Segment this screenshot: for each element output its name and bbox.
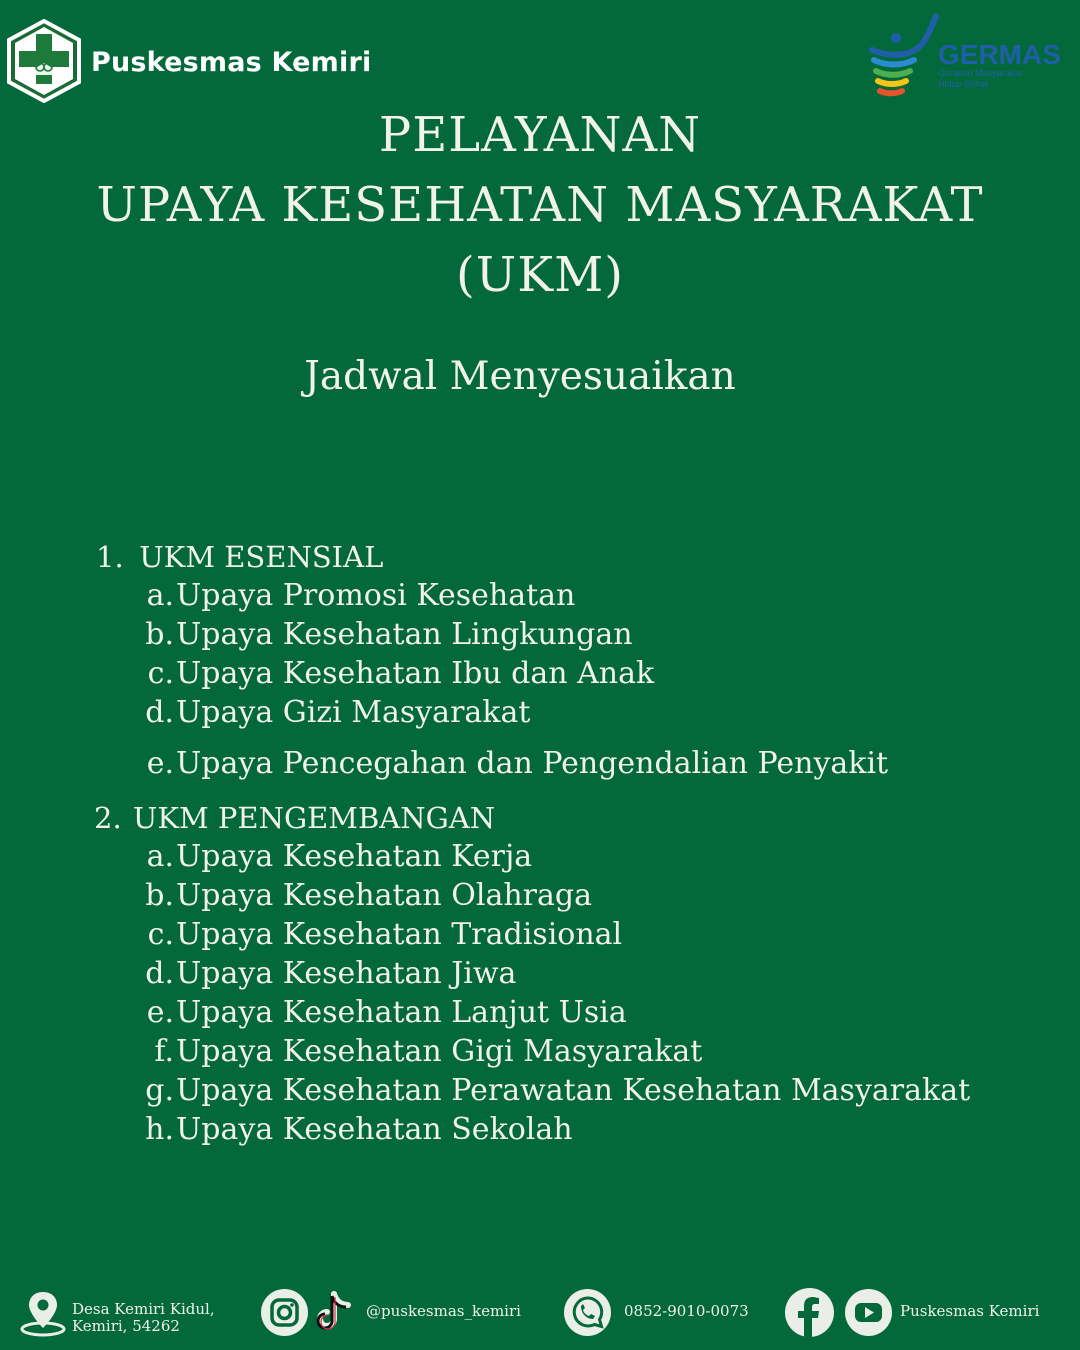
title-line-3: (UKM) bbox=[456, 247, 624, 303]
item-text: Upaya Pencegahan dan Pengendalian Penyakit bbox=[176, 746, 889, 781]
list-item bbox=[144, 578, 575, 613]
item-text: Upaya Kesehatan Kerja bbox=[176, 839, 533, 874]
item-marker: a. bbox=[146, 839, 174, 874]
item-text: Upaya Kesehatan Gigi Masyarakat bbox=[176, 1034, 703, 1069]
list-item bbox=[144, 878, 592, 913]
section-heading-esensial bbox=[96, 540, 383, 574]
item-text: Upaya Kesehatan Ibu dan Anak bbox=[176, 656, 655, 691]
section-title: UKM PENGEMBANGAN bbox=[132, 801, 496, 835]
item-marker: e. bbox=[146, 746, 174, 781]
item-text: Upaya Kesehatan Perawatan Kesehatan Masyarakat bbox=[176, 1073, 971, 1108]
item-text: Upaya Kesehatan Lanjut Usia bbox=[176, 995, 627, 1030]
item-marker: c. bbox=[147, 656, 174, 691]
item-text: Upaya Gizi Masyarakat bbox=[176, 695, 531, 730]
list-item bbox=[144, 617, 633, 652]
item-marker: h. bbox=[145, 1112, 174, 1147]
section-heading-pengembangan bbox=[94, 801, 495, 835]
schedule-subtitle: Jadwal Menyesuaikan bbox=[304, 354, 736, 399]
address-line-2: Kemiri, 54262 bbox=[72, 1317, 180, 1335]
social-handle: @puskesmas_kemiri bbox=[366, 1302, 521, 1320]
item-text: Upaya Kesehatan Olahraga bbox=[176, 878, 592, 913]
item-text: Upaya Kesehatan Tradisional bbox=[176, 917, 623, 952]
title-line-1: PELAYANAN bbox=[378, 107, 702, 163]
list-item bbox=[144, 839, 532, 874]
item-text: Upaya Kesehatan Sekolah bbox=[176, 1112, 573, 1147]
location-pin-icon bbox=[18, 1288, 68, 1338]
item-marker: a. bbox=[146, 578, 174, 613]
phone-number: 0852-9010-0073 bbox=[624, 1302, 749, 1320]
section-title: UKM ESENSIAL bbox=[139, 540, 384, 574]
item-marker: g. bbox=[145, 1073, 174, 1108]
list-item bbox=[144, 695, 530, 730]
facebook-icon[interactable] bbox=[785, 1288, 834, 1337]
item-text: Upaya Promosi Kesehatan bbox=[176, 578, 576, 613]
list-item bbox=[144, 746, 888, 781]
item-marker: b. bbox=[145, 878, 174, 913]
list-item bbox=[144, 917, 622, 952]
item-marker: e. bbox=[146, 995, 174, 1030]
item-marker: f. bbox=[154, 1034, 174, 1069]
list-item bbox=[144, 1034, 702, 1069]
section-number: 1. bbox=[96, 540, 124, 574]
item-marker: c. bbox=[147, 917, 174, 952]
germas-tagline-1: Gerakan Masyarakat bbox=[938, 68, 1022, 78]
youtube-icon[interactable] bbox=[845, 1289, 892, 1336]
list-item bbox=[144, 656, 654, 691]
list-item bbox=[144, 1112, 573, 1147]
list-item bbox=[144, 956, 516, 991]
instagram-icon[interactable] bbox=[261, 1289, 308, 1336]
whatsapp-icon[interactable] bbox=[564, 1289, 611, 1336]
list-item bbox=[144, 1073, 970, 1108]
address-line-1: Desa Kemiri Kidul, bbox=[72, 1300, 215, 1318]
puskesmas-logo-icon bbox=[6, 19, 82, 103]
item-marker: d. bbox=[145, 695, 174, 730]
germas-logo-icon bbox=[862, 14, 1062, 104]
germas-tagline-2: Hidup Sehat bbox=[938, 79, 988, 89]
item-marker: d. bbox=[145, 956, 174, 991]
section-number: 2. bbox=[94, 801, 122, 835]
title-line-2: UPAYA KESEHATAN MASYARAKAT bbox=[96, 177, 984, 233]
list-item bbox=[144, 995, 627, 1030]
germas-wordmark: GERMAS bbox=[938, 39, 1061, 70]
channel-name: Puskesmas Kemiri bbox=[900, 1302, 1040, 1320]
item-marker: b. bbox=[145, 617, 174, 652]
tiktok-icon[interactable] bbox=[312, 1288, 354, 1336]
item-text: Upaya Kesehatan Jiwa bbox=[176, 956, 517, 991]
item-text: Upaya Kesehatan Lingkungan bbox=[176, 617, 633, 652]
brand-name: Puskesmas Kemiri bbox=[91, 47, 372, 78]
